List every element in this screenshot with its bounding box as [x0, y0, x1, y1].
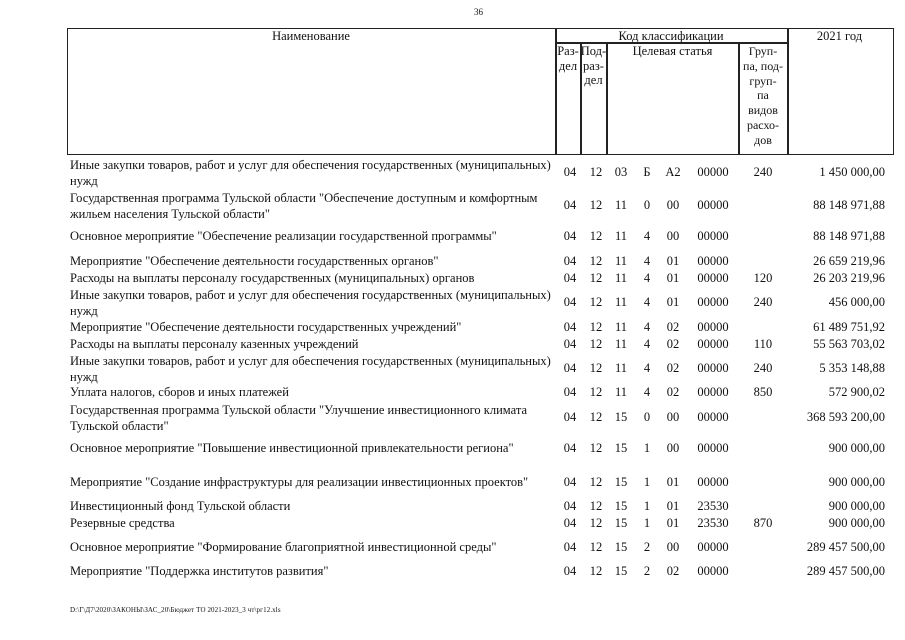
- row-vid-rashodov: 110: [753, 337, 773, 351]
- row-podrazdel: 12: [589, 410, 603, 424]
- row-cs-program: 11: [614, 254, 628, 268]
- header-name: Наименование: [272, 29, 350, 43]
- row-podrazdel: 12: [589, 516, 603, 530]
- row-amount: 26 659 219,96: [813, 254, 885, 268]
- row-amount: 289 457 500,00: [806, 564, 885, 578]
- row-cs-subprogram: 2: [643, 540, 651, 554]
- row-cs-event: А2: [665, 165, 681, 179]
- row-vid-rashodov: 120: [753, 271, 773, 285]
- row-razdel: 04: [563, 540, 577, 554]
- row-cs-program: 15: [614, 499, 628, 513]
- row-name: Иные закупки товаров, работ и услуг для обеспечения государственных (муниципальных) нужд: [70, 354, 551, 384]
- row-cs-direction: 00000: [697, 165, 729, 179]
- row-cs-event: 00: [666, 229, 680, 243]
- row-cs-direction: 00000: [697, 254, 729, 268]
- row-vid-rashodov: 850: [753, 385, 773, 399]
- row-cs-direction: 00000: [697, 295, 729, 309]
- row-cs-direction: 00000: [697, 229, 729, 243]
- row-amount: 456 000,00: [828, 295, 885, 309]
- row-razdel: 04: [563, 165, 577, 179]
- row-razdel: 04: [563, 295, 577, 309]
- row-cs-direction: 00000: [697, 337, 729, 351]
- row-podrazdel: 12: [589, 361, 603, 375]
- row-razdel: 04: [563, 410, 577, 424]
- table-row: [0, 287, 905, 319]
- row-vid-rashodov: 240: [753, 361, 773, 375]
- row-cs-program: 11: [614, 337, 628, 351]
- table-header: [67, 28, 894, 155]
- row-amount: 88 148 971,88: [813, 198, 885, 212]
- row-cs-program: 15: [614, 564, 628, 578]
- row-podrazdel: 12: [589, 564, 603, 578]
- row-amount: 900 000,00: [828, 475, 885, 489]
- table-row: [0, 319, 905, 336]
- row-vid-rashodov: 870: [753, 516, 773, 530]
- row-podrazdel: 12: [589, 271, 603, 285]
- row-cs-direction: 00000: [697, 540, 729, 554]
- row-cs-subprogram: 0: [643, 198, 651, 212]
- row-cs-subprogram: 4: [643, 320, 651, 334]
- row-name: Мероприятие "Обеспечение деятельности государственных учреждений": [70, 320, 462, 334]
- row-podrazdel: 12: [589, 254, 603, 268]
- row-cs-subprogram: 4: [643, 229, 651, 243]
- row-name: Основное мероприятие "Обеспечение реализации государственной программы": [70, 229, 497, 243]
- row-cs-subprogram: 2: [643, 564, 651, 578]
- row-name: Инвестиционный фонд Тульской области: [70, 499, 291, 513]
- row-cs-direction: 00000: [697, 320, 729, 334]
- row-cs-event: 00: [666, 441, 680, 455]
- row-name: Основное мероприятие "Повышение инвестиционной привлекательности региона": [70, 441, 514, 455]
- file-path-footer: D:\Г\Д7\2020\ЗАКОНЫ\ЗАС_20\Бюджет ТО 2021-2023_3 чт\рг12.xls: [70, 606, 281, 614]
- table-row: [0, 539, 905, 557]
- row-name: Резервные средства: [70, 516, 175, 530]
- row-cs-subprogram: 4: [643, 385, 651, 399]
- row-razdel: 04: [563, 320, 577, 334]
- row-podrazdel: 12: [589, 499, 603, 513]
- row-amount: 61 489 751,92: [813, 320, 885, 334]
- table-row: [0, 190, 905, 222]
- row-amount: 5 353 148,88: [819, 361, 885, 375]
- row-cs-subprogram: 1: [643, 475, 651, 489]
- row-cs-subprogram: 1: [643, 441, 651, 455]
- row-razdel: 04: [563, 385, 577, 399]
- row-razdel: 04: [563, 198, 577, 212]
- row-cs-event: 01: [666, 475, 680, 489]
- row-cs-program: 11: [614, 271, 628, 285]
- row-cs-program: 11: [614, 320, 628, 334]
- header-name-cell: [67, 28, 557, 155]
- row-amount: 900 000,00: [828, 441, 885, 455]
- row-cs-direction: 00000: [697, 441, 729, 455]
- header-tselevaya: Целевая статья: [632, 44, 713, 58]
- header-year: 2021 год: [816, 29, 863, 43]
- row-cs-program: 15: [614, 516, 628, 530]
- row-razdel: 04: [563, 229, 577, 243]
- row-podrazdel: 12: [589, 385, 603, 399]
- table-row: [0, 384, 905, 401]
- row-name: Мероприятие "Поддержка институтов развития": [70, 564, 329, 578]
- row-amount: 55 563 703,02: [813, 337, 885, 351]
- row-name: Расходы на выплаты персоналу казенных учреждений: [70, 337, 359, 351]
- row-cs-direction: 00000: [697, 361, 729, 375]
- row-name: Уплата налогов, сборов и иных платежей: [70, 385, 289, 399]
- table-row: [0, 353, 905, 385]
- row-cs-program: 11: [614, 385, 628, 399]
- row-name: Иные закупки товаров, работ и услуг для обеспечения государственных (муниципальных) нужд: [70, 158, 551, 188]
- row-razdel: 04: [563, 361, 577, 375]
- row-name: Основное мероприятие "Формирование благоприятной инвестиционной среды": [70, 540, 497, 554]
- row-cs-direction: 00000: [697, 385, 729, 399]
- row-name: Мероприятие "Создание инфраструктуры для реализации инвестиционных проектов": [70, 475, 529, 489]
- row-podrazdel: 12: [589, 337, 603, 351]
- row-cs-direction: 00000: [697, 198, 729, 212]
- header-razdel: Раз- дел: [557, 44, 579, 73]
- row-cs-event: 00: [666, 540, 680, 554]
- row-amount: 1 450 000,00: [819, 165, 885, 179]
- table-row: [0, 402, 905, 434]
- row-razdel: 04: [563, 516, 577, 530]
- row-podrazdel: 12: [589, 198, 603, 212]
- row-cs-program: 11: [614, 361, 628, 375]
- row-cs-subprogram: 4: [643, 271, 651, 285]
- row-amount: 368 593 200,00: [806, 410, 885, 424]
- row-amount: 289 457 500,00: [806, 540, 885, 554]
- row-cs-subprogram: 4: [643, 254, 651, 268]
- row-razdel: 04: [563, 499, 577, 513]
- header-podrazdel: Под- раз- дел: [580, 44, 607, 87]
- row-cs-direction: 00000: [697, 271, 729, 285]
- row-vid-rashodov: 240: [753, 295, 773, 309]
- row-cs-subprogram: 1: [643, 516, 651, 530]
- row-cs-event: 00: [666, 410, 680, 424]
- row-cs-program: 15: [614, 475, 628, 489]
- row-razdel: 04: [563, 271, 577, 285]
- table-row: [0, 157, 905, 189]
- row-podrazdel: 12: [589, 475, 603, 489]
- row-cs-direction: 00000: [697, 564, 729, 578]
- row-name: Расходы на выплаты персоналу государственных (муниципальных) органов: [70, 271, 475, 285]
- row-vid-rashodov: 240: [753, 165, 773, 179]
- table-row: [0, 474, 905, 492]
- row-cs-direction: 00000: [697, 475, 729, 489]
- row-name: Государственная программа Тульской области "Обеспечение доступным и комфортным жильем населения Тульской области": [70, 191, 538, 221]
- row-amount: 900 000,00: [828, 499, 885, 513]
- row-cs-subprogram: 4: [643, 361, 651, 375]
- row-razdel: 04: [563, 564, 577, 578]
- row-name: Мероприятие "Обеспечение деятельности государственных органов": [70, 254, 439, 268]
- page-number: 36: [474, 7, 483, 17]
- row-cs-program: 15: [614, 441, 628, 455]
- row-cs-event: 02: [666, 385, 680, 399]
- row-cs-program: 11: [614, 229, 628, 243]
- table-row: [0, 563, 905, 581]
- row-cs-event: 02: [666, 337, 680, 351]
- header-tselevaya-cell: [606, 42, 740, 155]
- row-cs-event: 01: [666, 254, 680, 268]
- row-cs-program: 11: [614, 198, 628, 212]
- table-row: [0, 336, 905, 353]
- row-razdel: 04: [563, 254, 577, 268]
- row-cs-subprogram: Б: [643, 165, 651, 179]
- table-row: [0, 440, 905, 458]
- row-cs-program: 15: [614, 410, 628, 424]
- row-podrazdel: 12: [589, 165, 603, 179]
- row-amount: 26 203 219,96: [813, 271, 885, 285]
- row-amount: 572 900,02: [828, 385, 885, 399]
- row-cs-subprogram: 4: [643, 337, 651, 351]
- row-podrazdel: 12: [589, 295, 603, 309]
- row-cs-program: 15: [614, 540, 628, 554]
- row-cs-event: 01: [666, 516, 680, 530]
- row-cs-subprogram: 4: [643, 295, 651, 309]
- header-year-cell: [787, 28, 894, 155]
- row-cs-direction: 00000: [697, 410, 729, 424]
- row-amount: 88 148 971,88: [813, 229, 885, 243]
- row-podrazdel: 12: [589, 320, 603, 334]
- table-row: [0, 270, 905, 287]
- table-row: [0, 253, 905, 270]
- header-code: Код классификации: [618, 29, 724, 43]
- row-cs-event: 00: [666, 198, 680, 212]
- row-cs-event: 01: [666, 499, 680, 513]
- row-razdel: 04: [563, 475, 577, 489]
- table-row: [0, 515, 905, 532]
- row-cs-direction: 23530: [697, 516, 729, 530]
- row-cs-subprogram: 1: [643, 499, 651, 513]
- row-razdel: 04: [563, 441, 577, 455]
- row-cs-program: 11: [614, 295, 628, 309]
- row-amount: 900 000,00: [828, 516, 885, 530]
- row-name: Иные закупки товаров, работ и услуг для обеспечения государственных (муниципальных) нужд: [70, 288, 551, 318]
- row-name: Государственная программа Тульской области "Улучшение инвестиционного климата Тульской области": [70, 403, 527, 433]
- row-cs-event: 01: [666, 271, 680, 285]
- row-podrazdel: 12: [589, 229, 603, 243]
- row-podrazdel: 12: [589, 540, 603, 554]
- row-cs-event: 02: [666, 361, 680, 375]
- row-cs-event: 02: [666, 320, 680, 334]
- row-cs-event: 02: [666, 564, 680, 578]
- row-cs-direction: 23530: [697, 499, 729, 513]
- table-row: [0, 228, 905, 246]
- header-gruppa: Груп- па, под- груп- па видов расхо- дов: [743, 44, 783, 147]
- row-podrazdel: 12: [589, 441, 603, 455]
- table-row: [0, 498, 905, 515]
- row-cs-program: 03: [614, 165, 628, 179]
- row-razdel: 04: [563, 337, 577, 351]
- row-cs-event: 01: [666, 295, 680, 309]
- row-cs-subprogram: 0: [643, 410, 651, 424]
